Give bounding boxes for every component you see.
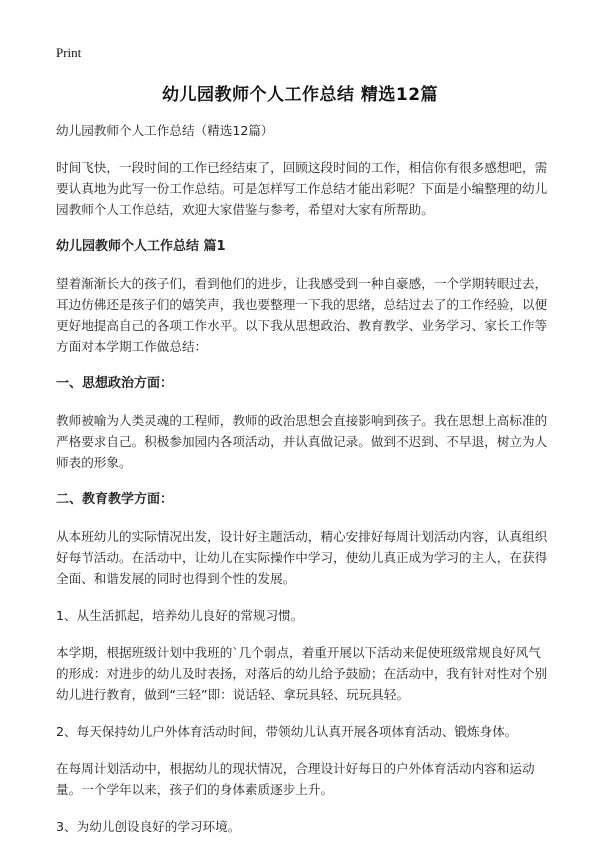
section-intro-paragraph: 望着渐渐长大的孩子们，看到他们的进步，让我感受到一种自豪感，一个学期转眼过去，耳边仿佛还是孩子们的嬉笑声，我也要整理一下我的思绪，总结过去了的工作经验，以便更好地提高自己的各项工作水平。以下我从思想政治、教育教学、业务学习、家长工作等方面对本学期工作做总结：: [56, 276, 548, 354]
teaching-heading: 二、教育教学方面：: [56, 492, 174, 507]
subtitle: 幼儿园教师个人工作总结（精选12篇）: [56, 123, 274, 138]
list-item-2: 2、每天保持幼儿户外体育活动时间，带领幼儿认真开展各项体育活动、锻炼身体。: [56, 724, 518, 739]
list-item-2-paragraph: 在每周计划活动中，根据幼儿的现状情况，合理设计好每日的户外体育活动内容和运动量。一个学年以来，孩子们的身体素质逐步上升。: [56, 761, 535, 797]
teaching-paragraph: 从本班幼儿的实际情况出发，设计好主题活动，精心安排好每周计划活动内容，认真组织好每节活动。在活动中，让幼儿在实际操作中学习，使幼儿真正成为学习的主人，在获得全面、和谐发展的同时也得到个性的发展。: [56, 529, 548, 586]
list-item-1-paragraph: 本学期，根据班级计划中我班的`几个弱点，着重开展以下活动来促使班级常规良好风气的形成：对进步的幼儿及时表扬，对落后的幼儿给予鼓励；在活动中，我有针对性对个别幼儿进行教育，做到“三轻”即：说话轻、拿玩具轻、玩玩具轻。: [56, 645, 548, 702]
section-heading: 幼儿园教师个人工作总结 篇1: [56, 239, 226, 254]
politics-heading: 一、思想政治方面：: [56, 376, 174, 391]
intro-paragraph: 时间飞快，一段时间的工作已经结束了，回顾这段时间的工作，相信你有很多感想吧，需要认真地为此写一份工作总结。可是怎样写工作总结才能出彩呢？下面是小编整理的幼儿园教师个人工作总结，欢迎大家借鉴与参考，希望对大家有所帮助。: [56, 160, 548, 217]
list-item-3: 3、为幼儿创设良好的学习环境。: [56, 819, 241, 834]
print-link[interactable]: Print: [56, 45, 82, 60]
page-title: 幼儿园教师个人工作总结 精选12篇: [161, 85, 439, 105]
politics-paragraph: 教师被喻为人类灵魂的工程师，教师的政治思想会直接影响到孩子。我在思想上高标准的严格要求自己。积极参加园内各项活动，并认真做记录。做到不迟到、不早退，树立为人师表的形象。: [56, 413, 548, 470]
article-body: [56, 120, 548, 853]
list-item-1: 1、从生活抓起，培养幼儿良好的常规习惯。: [56, 608, 304, 623]
